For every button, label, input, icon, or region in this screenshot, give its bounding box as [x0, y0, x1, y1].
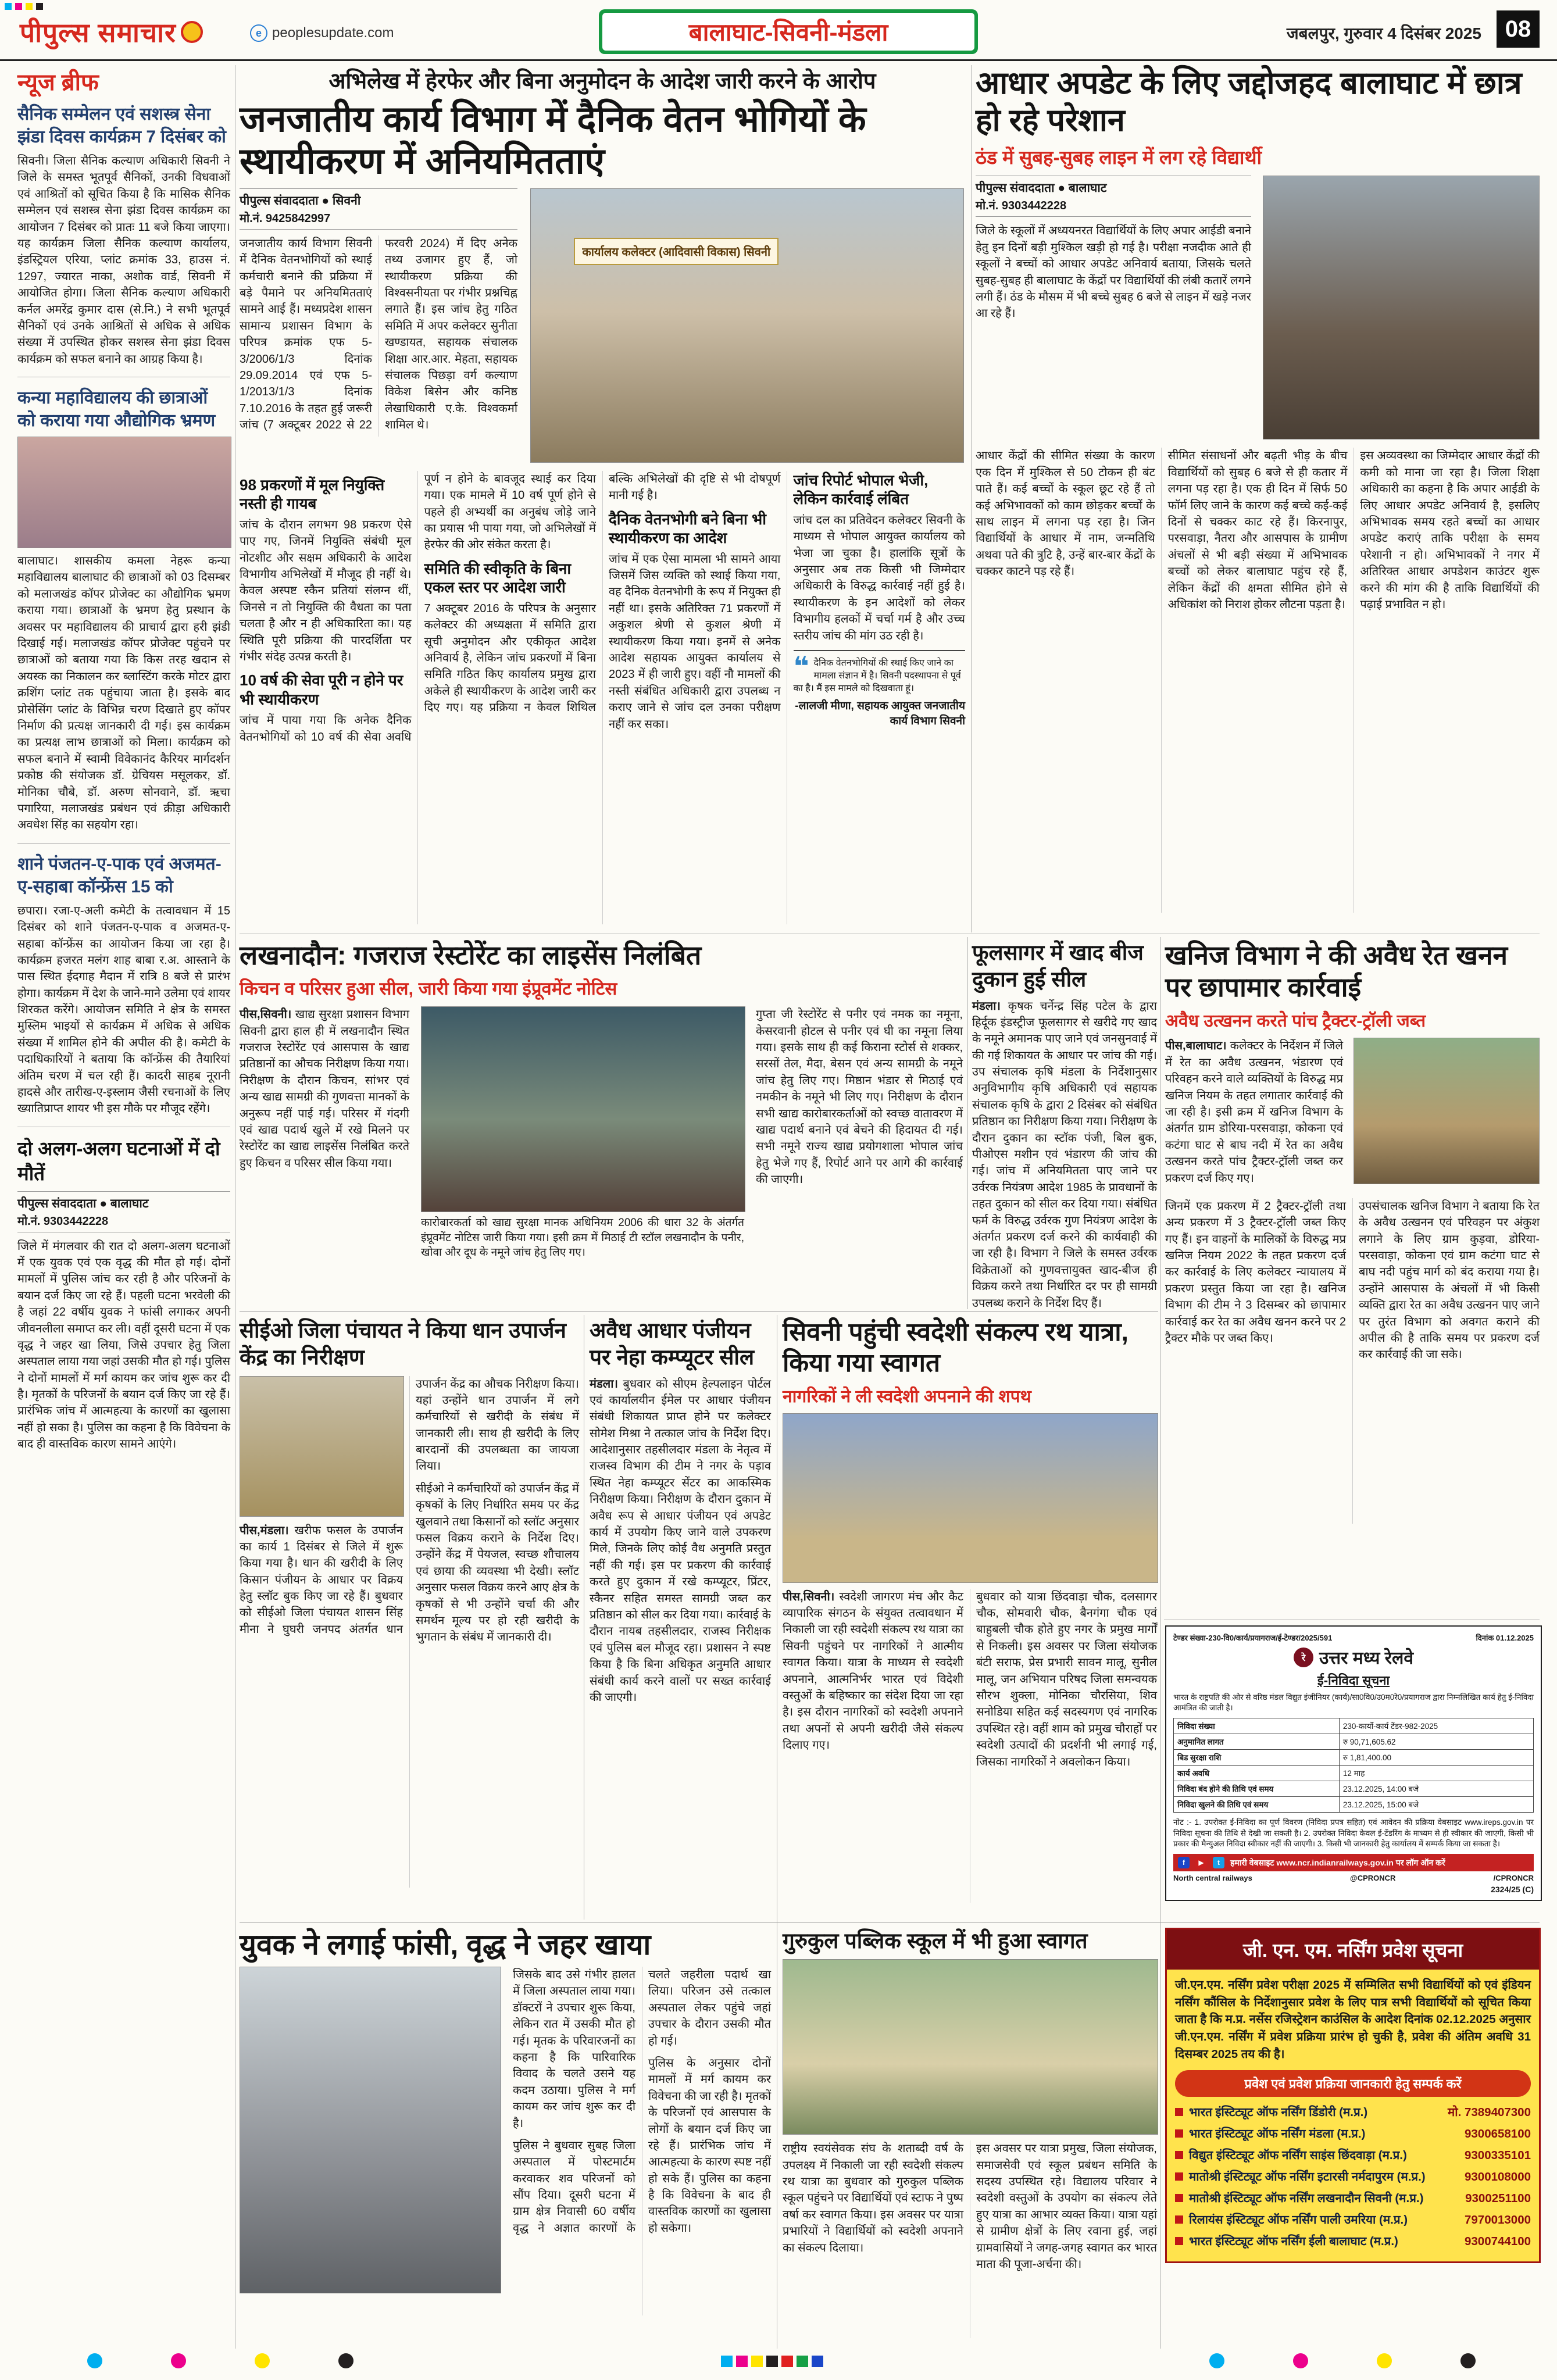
bullet-icon	[1175, 2194, 1183, 2202]
aadhaar-subhead: ठंड में सुबह-सुबह लाइन में लग रहे विद्यार्थी	[976, 146, 1262, 169]
aadhaar-body-columns	[976, 448, 1540, 913]
office-signboard: कार्यालय कलेक्टर (आदिवासी विकास) सिवनी	[574, 238, 779, 265]
mining-col1	[1165, 1038, 1343, 1192]
black-mark	[766, 2356, 778, 2367]
registration-marks-bottom-left	[87, 2353, 422, 2371]
photo-restaurant-inspection	[421, 1006, 745, 1212]
paragraph: बुधवार को यात्रा छिंदवाड़ा चौक, दलसागर चौक, सोमवारी चौक, बैनगंगा चौक एवं बाहुबली चौक होते हुए नगर के प्रमुख मार्गों से निकली। इस अवसर पर जिला संयोजक बंटी सराफ, प्रेस प्रभारी सावन मालू, सुनील मालू, जन अभियान परिषद जिला समन्वयक सौरभ शुक्ला, मोनिका चौरसिया, शिव सनोडिया सहित कई सदस्यगण एवं नागरिक उपस्थित रहे। वहीं शाम को प्रमुख चौराहों पर स्वदेशी उत्पादों की प्रदर्शनी भी लगाई गई, जिसका नागरिकों ने अवलोकन किया।	[976, 1590, 1157, 1768]
magenta-mark	[15, 3, 22, 10]
railway-org-row	[1173, 1645, 1534, 1669]
institute-item	[1175, 2233, 1531, 2249]
railway-tender-ad	[1165, 1625, 1542, 1901]
lead-intro: जनजातीय कार्य विभाग सिवनी में दैनिक वेतनभोगियों को स्थाई कर्मचारी बनाने की प्रक्रिया में बड़े पैमाने पर अनियमितताएं सामने आई हैं। मध्यप्रदेश शासन सामान्य प्रशासन विभाग के परिपत्र क्रमांक एफ 5-3/2006/1/3 दिनांक 29.09.2014 एवं एफ 5-1/2013/1/3 दिनांक 7.10.2016 के तहत हुई जरूरी जांच (7 अक्टूबर 2022 से 22 फरवरी 2024) में दिए अनेक तथ्य उजागर हुए हैं, जो स्थायीकरण प्रक्रिया की विश्वसनीयता पर गंभीर प्रश्नचिह्न लगाते हैं। इस जांच हेतु गठित समिति में अपर कलेक्टर सुनीता खण्डायत, सहायक संचालक शिक्षा आर.आर. मेहता, सहायक संचालक पिछड़ा वर्ग कल्याण विकेश बिसेन और कनिष्ठ लेखाधिकारी ए.के. विश्वकर्मा शामिल थे।	[240, 237, 517, 432]
bullet-icon	[1175, 2108, 1183, 2116]
bullet-icon	[1175, 2151, 1183, 2159]
black-mark	[338, 2353, 353, 2368]
region-banner	[599, 9, 978, 54]
e-icon: e	[250, 24, 267, 42]
column-rule	[1160, 937, 1161, 2349]
paragraph: सीईओ ने कर्मचारियों को उपार्जन केंद्र में कृषकों के लिए निर्धारित समय पर केंद्र खुलवाने तथा किसानों को स्लॉट अनुसार फसल विक्रय कराने के निर्देश दिए। उन्होंने केंद्र में पेयजल, स्वच्छ शौचालय एवं छाया की व्यवस्था भी देखी। स्लॉट अनुसार फसल विक्रय करने आए क्षेत्र के कृषकों से भी उन्होंने चर्चा की और समर्थन मूल्य पर हो रही खरीदी के भुगतान के संबंध में जानकारी दी।	[416, 1482, 579, 1644]
dateline: मंडला।	[590, 1377, 618, 1391]
paragraph: जांच में पाया गया कि अनेक दैनिक वेतनभोगियों को 10 वर्ष की सेवा अवधि पूर्ण न होने के बावजूद स्थाई कर दिया गया। एक मामले में 10 वर्ष पूर्ण होने से पहले ही अभ्यर्थी का अनुबंध जोड़े जाने का प्रयास भी पाया गया, जो अभिलेखों में हेरफेर की ओर संकेत करता है।	[240, 472, 596, 744]
photo-college-tour	[17, 437, 231, 548]
quote-icon: ❝	[793, 651, 809, 681]
masthead-logo	[20, 14, 203, 50]
institute-name: रिलायंस इंस्टिट्यूट ऑफ नर्सिंग पाली उमरिया (म.प्र.)	[1189, 2213, 1408, 2227]
bullet-icon	[1175, 2215, 1183, 2224]
swadeshi-subhead: नागरिकों ने ली स्वदेशी अपनाने की शपथ	[783, 1386, 1031, 1406]
column-rule	[967, 937, 968, 1309]
byline-text: पीपुल्स संवाददाता ● बालाघाट	[17, 1196, 149, 1210]
tender-label: निविदा संख्या	[1174, 1718, 1340, 1734]
paragraph-text: कलेक्टर के निर्देशन में जिले में रेत का अवैध उत्खनन, भंडारण एवं परिवहन करने वाले व्यक्तियों के विरुद्ध मप्र खनिज नियम के तहत लगातार कार्रवाई की जा रही है। इसी क्रम में खनिज विभाग के अंतर्गत ग्राम डोरिया-परसवाड़ा, कोकना एवं कटंगा घाट से बाघ नदी में रेत का अवैध उत्खनन करते पांच ट्रैक्टर-ट्रॉली जब्त कर प्रकरण दर्ज किए गए।	[1165, 1039, 1344, 1185]
website-line	[250, 24, 394, 42]
institute-item	[1175, 2125, 1531, 2142]
byline-text: पीपुल्स संवाददाता ● बालाघाट	[976, 181, 1107, 195]
aadhaar-headline: आधार अपडेट के लिए जद्दोजहद बालाघाट में छात्र हो रहे परेशान	[976, 66, 1522, 138]
quote-attribution: -लालजी मीणा, सहायक आयुक्त जनजातीय कार्य विभाग सिवनी	[795, 699, 965, 727]
registration-marks-top	[5, 2, 47, 13]
bullet-icon	[1175, 2237, 1183, 2245]
institute-phone: 9300108000	[1464, 2170, 1531, 2184]
paragraph	[240, 1006, 409, 1171]
paragraph: 7 अक्टूबर 2016 के परिपत्र के अनुसार कलेक्टर की अध्यक्षता में समिति द्वारा सूची अनुमोदन और एकीकृत आदेश अनिवार्य है, लेकिन जांच प्रकरणों में बिना समिति गठित किए कार्यालय प्रमुख द्वारा अकेले ही स्थायीकरण के आदेश जारी कर दिए गए। यह प्रक्रिया न केवल शिथिल बल्कि अभिलेखों की दृष्टि से भी दोषपूर्ण मानी गई है।	[424, 472, 781, 714]
paragraph	[1165, 1038, 1343, 1187]
neha-headline: अवैध आधार पंजीयन पर नेहा कम्प्यूटर सील	[590, 1318, 755, 1370]
lead-headline: जनजातीय कार्य विभाग में दैनिक वेतन भोगियों के स्थायीकरण में अनियमितताएं	[240, 99, 866, 181]
byline	[976, 176, 1251, 217]
paragraph: जांच में एक ऐसा मामला भी सामने आया जिसमें जिस व्यक्ति को स्थाई किया गया, वह दैनिक वेतनभोगी के रूप में नियुक्त ही नहीं था। इसके अतिरिक्त 71 प्रकरणों में अकुशल श्रेणी से कुशल श्रेणी में स्थायीकरण किया गया। इनमें से अनेक आदेश सहायक आयुक्त कार्यालय से 2023 में ही जारी हुए। वहीं नौ मामलों की नस्ती संबंधित अधिकारी द्वारा उपलब्ध न कराए जाने से जांच दल उनका परीक्षण नहीं कर सका।	[609, 552, 781, 731]
gurukul-article	[783, 1928, 1157, 2338]
byline	[17, 1191, 230, 1232]
facebook-icon[interactable]: f	[1178, 1857, 1190, 1868]
byline-phone: मो.नं. 9303442228	[17, 1214, 109, 1228]
restaurant-photo-block	[421, 1006, 744, 1260]
suicide-body-columns	[513, 1967, 771, 2315]
tender-label: कार्य अवधि	[1174, 1766, 1340, 1781]
aadhaar-intro-block	[976, 176, 1251, 439]
lead-intro-block	[240, 188, 517, 463]
paragraph	[590, 1376, 771, 1706]
lead-body-columns	[240, 471, 965, 924]
photo-seized-tractors	[1354, 1038, 1540, 1184]
yellow-mark	[1377, 2353, 1392, 2368]
swadeshi-body-columns	[783, 1589, 1157, 1903]
brief-body: छपारा। रजा-ए-अली कमेटी के तत्वावधान में 15 दिसंबर को शाने पंजतन-ए-पाक व अजमत-ए-सहाबा कॉन्फ्रेंस का आयोजन किया जा रहा है। कार्यक्रम हजरत मलंग शाह बाबा र.अ. आस्ताने के पास स्थित ईदगाह मैदान में रात्रि 8 बजे से प्रारंभ होगा। कार्यक्रम में देश के जाने-माने उलेमा एवं शायर शिरकत करेंगे। आयोजन समिति ने क्षेत्र के समस्त मुस्लिम भाइयों से कार्यक्रम में अधिक से अधिक संख्या में शामिल होने की अपील की है। कमेटी के पदाधिकारियों ने बताया कि कॉन्फ्रेंस की तैयारियां अंतिम चरण में चल रही हैं। कादरी साहब नूरानी हादसे और तारीख-ए-इस्लाम जैसी रचनाओं के लिए ख्यातिप्राप्त शायर भी इस मौके पर मौजूद रहेंगे।	[17, 904, 230, 1116]
paragraph: राष्ट्रीय स्वयंसेवक संघ के शताब्दी वर्ष के उपलक्ष्य में निकाली जा रही स्वदेशी संकल्प रथ यात्रा का बुधवार को गुरुकुल पब्लिक स्कूल पहुंचने पर विद्यार्थियों एवं स्टाफ ने पुष्प वर्षा कर स्वागत किया। इस अवसर पर यात्रा प्रभारियों ने विद्यार्थियों को स्वदेशी अपनाने का संकल्प दिलाया।	[783, 2142, 963, 2254]
brief-headline: शाने पंजतन-ए-पाक एवं अजमत-ए-सहाबा कॉन्फ्रेंस 15 को	[17, 854, 222, 896]
swadeshi-headline: सिवनी पहुंची स्वदेशी संकल्प रथ यात्रा, किया गया स्वागत	[783, 1318, 1129, 1377]
brief-headline: सैनिक सम्मेलन एवं सशस्त्र सेना झंडा दिवस कार्यक्रम 7 दिसंबर को	[17, 105, 226, 146]
institute-item	[1175, 2168, 1531, 2185]
mining-row	[1165, 1038, 1540, 1192]
column-rule	[971, 65, 972, 932]
tender-subtitle: ई-निविदा सूचना	[1317, 1673, 1390, 1688]
brief-body: जिले में मंगलवार की रात दो अलग-अलग घटनाओं में एक युवक एवं एक वृद्ध की मौत हो गई। दोनों मामलों में पुलिस जांच कर रही है और परिजनों के बयान दर्ज किए जा रहे हैं। पहली घटना भरवेली की है जहां 22 वर्षीय युवक ने फांसी लगाकर अपनी जीवनलीला समाप्त कर ली। वहीं दूसरी घटना में एक वृद्ध ने जहर खा लिया, जिसे उपचार हेतु जिला अस्पताल लाया गया जहां उसकी मौत हो गई। पुलिस ने दोनों मामलों में मर्ग कायम कर जांच शुरू कर दी है। मृतकों के परिजनों के बयान दर्ज किए जा रहे हैं। प्रारंभिक जांच में आत्महत्या के कारणों का खुलासा नहीं हो सका है। पुलिस का कहना है कि विवेचना के बाद ही वास्तविक कारण सामने आएंगे।	[17, 1239, 230, 1451]
seed-article	[972, 939, 1157, 1317]
masthead-text-left: पीपुल्स समाचार	[20, 17, 176, 48]
institute-phone: 9300658100	[1464, 2127, 1531, 2140]
masthead-emblem-icon	[181, 21, 203, 43]
tender-ref-row	[1173, 1632, 1534, 1643]
tender-row	[1174, 1750, 1533, 1766]
paragraph: इस अवसर पर यात्रा प्रमुख, जिला संयोजक, समाजसेवी एवं स्कूल प्रबंधन समिति के सदस्य उपस्थित रहे। विद्यालय परिवार ने स्वदेशी वस्तुओं के उपयोग का संकल्प लेते हुए यात्रा का आभार व्यक्त किया। यात्रा यहां से ग्रामीण क्षेत्रों के लिए रवाना हुई, जहां ग्रामवासियों ने जगह-जगह स्वागत कर भारत माता की पूजा-अर्चना की।	[976, 2142, 1157, 2271]
red-mark	[781, 2356, 793, 2367]
tender-value: 12 माह	[1342, 1769, 1365, 1778]
subhead: 98 प्रकरणों में मूल नियुक्ति नस्ती ही गायब	[240, 476, 385, 513]
institute-name: विद्युत इंस्टिट्यूट ऑफ नर्सिंग साइंस छिंदवाड़ा (म.प्र.)	[1189, 2148, 1407, 2162]
official-quote	[794, 650, 966, 728]
ad-serial: 2324/25 (C)	[1491, 1885, 1534, 1895]
tender-value: रु 1,81,400.00	[1342, 1753, 1392, 1763]
byline-phone: मो.नं. 9303442228	[976, 199, 1067, 213]
bullet-icon	[1175, 2172, 1183, 2181]
region-banner-text: बालाघाट-सिवनी-मंडला	[602, 13, 974, 51]
paragraph: जिले के स्कूलों में अध्ययनरत विद्यार्थियों के लिए अपार आईडी बनाने हेतु इन दिनों बड़ी मुश्किल खड़ी हो गई है। परीक्षा नजदीक आते ही स्कूलों ने बच्चों को आधार अपडेट अनिवार्य बताया, जिसके चलते सुबह-सुबह ही बालाघाट के केंद्रों पर विद्यार्थियों की लंबी कतारें लगने लगी हैं। ठंड के मौसम में भी बच्चे सुबह 6 बजे से लाइन में खड़े नजर आ रहे हैं।	[976, 224, 1251, 320]
suicide-headline: युवक ने लगाई फांसी, वृद्ध ने जहर खाया	[240, 1928, 651, 1961]
tender-intro: भारत के राष्ट्रपति की ओर से वरिष्ठ मंडल विद्युत इंजीनियर (कार्य)/सा0वि0/उ0म0रे0/प्रयागराज द्वारा निम्नलिखित कार्य हेतु ई-निविदा आमंत्रित की जाती है।	[1173, 1693, 1534, 1713]
ceo-body-columns	[240, 1376, 579, 1888]
paragraph-text: बुधवार को सीएम हेल्पलाइन पोर्टल एवं कार्यालयीन ईमेल पर आधार पंजीयन संबंधी शिकायत प्राप्त होने पर कलेक्टर सोमेश मिश्रा ने तत्काल जांच के निर्देश दिए। आदेशानुसार तहसीलदार मंडला के नेतृत्व में राजस्व विभाग की टीम ने नगर के पड़ाव स्थित नेहा कम्प्यूटर सेंटर का आकस्मिक निरीक्षण किया। निरीक्षण के दौरान दुकान में अवैध रूप से आधार पंजीयन एवं अपडेट कार्य में उपयोग किए जाने वाले उपकरण मिले, जिनके लिए कोई वैध अनुमति प्रस्तुत नहीं की गई। इस पर प्रकरण की कार्रवाई करते हुए दुकान में रखे कम्प्यूटर, प्रिंटर, स्कैनर सहित समस्त सामग्री जब्त कर प्रतिष्ठान को सील कर दिया गया। कार्रवाई के दौरान नायब तहसीलदार, राजस्व निरीक्षक एवं पुलिस बल मौजूद रहा। प्रशासन ने स्पष्ट किया है कि बिना अधिकृत अनुमति आधार संबंधी कार्य करने वालों पर सख्त कार्रवाई की जाएगी।	[590, 1377, 771, 1704]
tender-value: रु 90,71,605.62	[1342, 1738, 1396, 1747]
photo-ambulance-scene	[240, 1967, 501, 2293]
nursing-ad-title: जी. एन. एम. नर्सिंग प्रवेश सूचना	[1167, 1929, 1539, 1970]
social-fb-handle: /CPRONCR	[1493, 1874, 1534, 1883]
paragraph: जांच दल का प्रतिवेदन कलेक्टर सिवनी के माध्यम से भोपाल आयुक्त कार्यालय को भेजा जा चुका है। हालांकि सूत्रों के अनुसार अब तक किसी भी जिम्मेदार अधिकारी के विरुद्ध कार्रवाई नहीं हुई है। स्थायीकरण के इन आदेशों को लेकर विभागीय हलकों में चर्चा गर्म है और उच्च स्तरीय जांच की मांग उठ रही है।	[793, 513, 965, 642]
tender-row	[1174, 1797, 1533, 1812]
ceo-article	[240, 1317, 579, 1888]
institute-item	[1175, 2147, 1531, 2163]
byline	[240, 188, 517, 230]
subhead: समिति की स्वीकृति के बिना एकल स्तर पर आदेश जारी	[424, 559, 572, 596]
paragraph: पुलिस के अनुसार दोनों मामलों में मर्ग कायम कर विवेचना की जा रही है। मृतकों के परिजनों एवं आसपास के लोगों के बयान दर्ज किए जा रहे हैं। प्रारंभिक जांच में आत्महत्या के कारण स्पष्ट नहीं हो सके हैं। पुलिस का कहना है कि विवेचना के बाद ही वास्तविक कारणों का खुलासा हो सकेगा।	[648, 2056, 771, 2235]
nursing-ad	[1165, 1928, 1541, 2263]
dateline: पीस,मंडला।	[240, 1524, 289, 1537]
kicker: अभिलेख में हेरफेर और बिना अनुमोदन के आदेश जारी करने के आरोप	[328, 69, 876, 94]
restaurant-row	[240, 1006, 963, 1260]
paragraph-text: खरीफ फसल के उपार्जन का कार्य 1 दिसंबर से जिले में शुरू किया गया है। धान की खरीदी के लिए किसान पंजीयन के आधार पर विक्रय हेतु स्लॉट बुक किए जा रहे हैं। बुधवार को सीईओ जिला पंचायत शासन सिंह मीना ने घुघरी जनपद अंतर्गत धान उपार्जन केंद्र का औचक निरीक्षण किया। यहां उन्होंने धान उपार्जन में लगे कर्मचारियों से खरीदी के संबंध में जानकारी ली। साथ ही खरीदी के लिए बारदानों की उपलब्धता का जायजा लिया।	[240, 1377, 579, 1636]
nursing-ad-body	[1167, 1970, 1539, 2261]
paragraph	[783, 1589, 963, 1754]
magenta-mark	[171, 2353, 186, 2368]
tender-value: 230-कार्यो-कार्य टेंडर-982-2025	[1342, 1722, 1438, 1731]
swadeshi-article	[783, 1317, 1157, 1903]
institute-phone: 9300744100	[1464, 2234, 1531, 2248]
railway-social-row	[1173, 1874, 1534, 1882]
brief-item	[17, 1137, 230, 1453]
institute-list	[1175, 2104, 1531, 2249]
institute-item	[1175, 2211, 1531, 2228]
mining-article	[1165, 939, 1540, 1524]
brief-item	[17, 387, 230, 834]
brief-body: बालाघाट। शासकीय कमला नेहरू कन्या महाविद्यालय बालाघाट की छात्राओं को 03 दिसम्बर को मलाजखंड कॉपर प्रोजेक्ट का औद्योगिक भ्रमण कराया गया। छात्राओं के भ्रमण हेतु प्रस्थान के अवसर पर महाविद्यालय की प्राचार्य द्वारा हरी झंडी दिखाई गई। मलाजखंड कॉपर प्रोजेक्ट पहुंचने पर छात्राओं को बताया गया कि किस तरह खदान से अयस्क का निकालन कर ब्लास्टिंग करके मोटर द्वारा क्रशिंग प्लांट तक पहुंचाया जाता है। इसके बाद प्रोसेसिंग प्लांट के विभिन्न चरण दिखाते हुए कॉपर निर्माण की प्रत्यक्ष जानकारी दी गई। इस कार्यक्रम का प्रत्यक्ष लाभ छात्राओं को मिला। कार्यक्रम को सफल बनाने में स्वामी विवेकानंद कैरियर मार्गदर्शन प्रकोष्ठ की संयोजक डॉ. ग्रेचियस मसूलकर, डॉ. मोनिका चौबे, डॉ. अरुण सोनवाने, डॉ. ऋचा पगारिया, मलाजखंड प्रबंधन एवं क्रीड़ा अधिकारी अवधेश सिंह का सहयोग रहा।	[17, 555, 230, 832]
paragraph: गुप्ता जी रेस्टोरेंट से पनीर एवं नमक का नमूना, केसरवानी होटल से पनीर एवं घी का नमूना लिया गया। इसके साथ ही कई किराना स्टोर्स से शक्कर, सरसों तेल, मैदा, बेसन एवं अन्य सामग्री के नमूने जांच हेतु लिए गए। मिष्ठान भंडार से मिठाई एवं नमकीन के नमूने भी लिए गए। निरीक्षण के दौरान सभी खाद्य कारोबारकर्ताओं को स्वच्छ वातावरण में खाद्य पदार्थ बनाने एवं बेचने की हिदायत दी गई। सभी नमूने राज्य खाद्य प्रयोगशाला भोपाल जांच हेतु भेजे गए हैं, रिपोर्ट आने पर आगे की कार्रवाई की जाएगी।	[756, 1008, 963, 1187]
photo-school-welcome	[783, 1959, 1158, 2135]
lead-top-row	[240, 188, 965, 463]
suicide-article	[240, 1928, 771, 2315]
photo-collector-office	[530, 188, 964, 463]
institute-name: मातोश्री इंस्टिट्यूट ऑफ नर्सिंग इटारसी नर्मदापुरम (म.प्र.)	[1189, 2170, 1426, 2184]
quote-text: दैनिक वेतनभोगियों की स्थाई किए जाने का मामला संज्ञान में है। सिवनी पदस्थापना से पूर्व का है। मैं इस मामले को दिखवाता हूं।	[793, 657, 961, 694]
institute-item	[1175, 2190, 1531, 2206]
institute-phone: 9300335101	[1464, 2148, 1531, 2162]
bullet-icon	[1175, 2129, 1183, 2138]
dateline: मंडला।	[972, 999, 1001, 1013]
nursing-ad-intro: जी.एन.एम. नर्सिंग प्रवेश परीक्षा 2025 में सम्मिलित सभी विद्यार्थियों को एवं इंडियन नर्सिंग कौंसिल के निर्देशानुसार प्रवेश के लिए पात्र सभी विद्यार्थियों को सूचित किया जाता है कि म.प्र. नर्सेस रजिस्ट्रेशन काउंसिल के आदेश दिनांक 02.12.2025 अनुसार जी.एन.एम. नर्सिंग में प्रवेश प्रक्रिया प्रारंभ हो चुकी है, प्रवेश की अंतिम अवधि 31 दिसम्बर 2025 तय की है।	[1175, 1978, 1531, 2061]
tender-row	[1174, 1718, 1533, 1734]
suicide-row	[240, 1967, 771, 2315]
institute-name: मातोश्री इंस्टिट्यूट ऑफ नर्सिंग लखनादौन सिवनी (म.प्र.)	[1189, 2191, 1424, 2205]
institute-name: भारत इंस्टिट्यूट ऑफ नर्सिंग मंडला (म.प्र.)	[1189, 2127, 1366, 2140]
yellow-mark	[26, 3, 33, 10]
dateline: पीस,सिवनी।	[240, 1008, 292, 1021]
tender-value: 23.12.2025, 14:00 बजे	[1342, 1785, 1419, 1794]
black-mark	[36, 3, 43, 10]
brief-body: सिवनी। जिला सैनिक कल्याण अधिकारी सिवनी ने जिले के समस्त भूतपूर्व सैनिकों, उनकी विधवाओं एवं आश्रितों को सूचित किया है कि मासिक सैनिक सम्मेलन एवं सशस्त्र सेना झंडा दिवस कार्यक्रम का आयोजन 7 दिसंबर को प्रातः 11 बजे किया जाएगा। यह कार्यक्रम जिला सैनिक कल्याण कार्यालय, इंडस्ट्रियल एरिया, प्लांट क्रमांक 33, हाउस नं. 1297, ज्यारत नाका, अशोक वार्ड, सिवनी में आयोजित होगा। जिला सैनिक कल्याण अधिकारी कर्नल अमरेंद्र कुमार दास (से.नि.) ने सभी भूतपूर्व सैनिकों एवं उनके आश्रितों से अधिक से अधिक संख्या में उपस्थित होकर सशस्त्र सेना झंडा दिवस कार्यक्रम को सफल बनाने का आग्रह किया है।	[17, 155, 230, 366]
yellow-mark	[751, 2356, 763, 2367]
mining-subhead: अवैध उत्खनन करते पांच ट्रैक्टर-ट्रॉली जब्त	[1165, 1012, 1426, 1031]
paragraph: सीमित संसाधनों और बढ़ती भीड़ के बीच विद्यार्थियों को सुबह 6 बजे से ही कतार में लगना पड़ रहा है। एक ही दिन में सिर्फ 50 फॉर्म लिए जाने के कारण कई बच्चे कई-कई दिनों से चक्कर काट रहे हैं। किरनापुर, परसवाड़ा, नैतरा और आसपास के ग्रामीण अंचलों से भी बड़ी संख्या में अभिभावक बच्चों को लेकर बालाघाट पहुंच रहे हैं, लेकिन केंद्रों की क्षमता सीमित होने से अधिकांश को निराश होकर लौटना पड़ता है।	[1167, 449, 1348, 611]
subhead: दैनिक वेतनभोगी बने बिना भी स्थायीकरण का आदेश	[609, 510, 766, 547]
tender-ref: टेण्डर संख्या-230-वि0/कार्य/प्रयागराज/ई-टेण्डर/2025/591	[1173, 1634, 1333, 1642]
photo-student-queue	[1263, 176, 1540, 439]
cyan-mark	[721, 2356, 733, 2367]
tender-date: दिनांक 01.12.2025	[1476, 1634, 1534, 1642]
railway-org-name: उत्तर मध्य रेलवे	[1319, 1649, 1414, 1668]
tender-label: बिड सुरक्षा राशि	[1174, 1750, 1340, 1765]
tender-label: अनुमानित लागत	[1174, 1734, 1340, 1749]
social-twitter-handle: @CPRONCR	[1350, 1874, 1396, 1883]
restaurant-subhead: किचन व परिसर हुआ सील, जारी किया गया इंप्रूवमेंट नोटिस	[240, 978, 617, 999]
paragraph-text: खाद्य सुरक्षा प्रशासन विभाग सिवनी द्वारा हाल ही में लखनादौन स्थित गजराज रेस्टोरेंट एवं आसपास के खाद्य प्रतिष्ठानों का औचक निरीक्षण किया गया। निरीक्षण के दौरान किचन, सांभर एवं अन्य खाद्य सामग्री की गुणवत्ता मानकों के अनुरूप नहीं पाई गई। परिसर में गंदगी एवं खाद्य पदार्थ खुले में रखे मिलने पर रेस्टोरेंट का खाद्य लाइसेंस निलंबित करते हुए किचन व परिसर सील किया गया।	[240, 1008, 409, 1170]
aadhaar-top-row	[976, 176, 1540, 439]
registration-marks-bottom-right	[1209, 2353, 1544, 2371]
news-brief-column	[17, 65, 230, 1459]
institute-phone: मो. 7389407300	[1448, 2105, 1531, 2119]
edition-dateline: जबलपुर, गुरुवार 4 दिसंबर 2025	[1286, 24, 1481, 42]
news-brief-title: न्यूज ब्रीफ	[17, 70, 99, 95]
paragraph: इस अव्यवस्था का जिम्मेदार आधार केंद्रों की कमी को माना जा रहा है। जिला शिक्षा अधिकारी का कहना है कि अपार आईडी के लिए आधार अपडेट अनिवार्य है, इसलिए अभिभावक समय रहते बच्चों का आधार अपडेट कराएं ताकि परीक्षा के समय परेशानी न हो। अभिभावकों ने नगर में अतिरिक्त आधार अपडेशन काउंटर शुरू करने की मांग की है ताकि विद्यार्थियों की पढ़ाई प्रभावित न हो।	[1360, 449, 1540, 611]
social-youtube-handle: North central railways	[1173, 1874, 1252, 1883]
brief-headline: दो अलग-अलग घटनाओं में दो मौतें	[17, 1137, 220, 1184]
restaurant-col1	[240, 1006, 409, 1260]
restaurant-article	[240, 939, 963, 1260]
paragraph: आधार केंद्रों की सीमित संख्या के कारण एक दिन में मुश्किल से 50 टोकन ही बंट पाते हैं। कई बच्चों के स्कूल छूट रहे हैं तो कई अभिभावकों को काम छोड़कर बच्चों के साथ लाइन में लगना पड़ रहा है। जिन विद्यार्थियों के आधार में नाम, जन्मतिथि अथवा पते की त्रुटि है, उन्हें बार-बार केंद्रों के चक्कर काटने पड़ रहे हैं।	[976, 449, 1155, 578]
neha-article	[590, 1317, 771, 1711]
institute-phone: 9300251100	[1465, 2191, 1531, 2205]
seed-headline: फूलसागर में खाद बीज दुकान हुई सील	[972, 941, 1144, 992]
institute-phone: 7970013000	[1464, 2213, 1531, 2227]
cyan-mark	[1209, 2353, 1224, 2368]
youtube-icon[interactable]: ▶	[1195, 1857, 1207, 1868]
twitter-icon[interactable]: t	[1213, 1857, 1224, 1868]
institute-name: भारत इंस्टिट्यूट ऑफ नर्सिंग ईली बालाघाट (म.प्र.)	[1189, 2234, 1398, 2248]
tender-label: निविदा खुलने की तिथि एवं समय	[1174, 1797, 1340, 1812]
page-number: 08	[1497, 10, 1540, 48]
registration-marks-bottom-center	[721, 2356, 827, 2370]
tender-note: नोट :- 1. उपरोक्त ई-निविदा का पूर्ण विवरण (निविदा प्रपत्र सहित) एवं आवेदन की प्रक्रिया वेबसाइट www.ireps.gov.in पर निविदा सूचना की तिथि से देखी जा सकती है। 2. उपरोक्त निविदा केवल ई-टेंडरिंग के माध्यम से ही स्वीकार की जाएगी, किसी भी प्रकार की मैन्युअल निविदा स्वीकार नहीं की जाएगी। 3. किसी भी जानकारी हेतु कार्यालय में सम्पर्क किया जा सकता है।	[1173, 1818, 1534, 1848]
tender-row	[1174, 1734, 1533, 1750]
tender-label: निविदा बंद होने की तिथि एवं समय	[1174, 1781, 1340, 1796]
institute-item	[1175, 2104, 1531, 2120]
tender-row	[1174, 1766, 1533, 1781]
byline-text: पीपुल्स संवाददाता ● सिवनी	[240, 194, 361, 208]
railway-footer-bar	[1173, 1854, 1534, 1871]
ceo-headline: सीईओ जिला पंचायत ने किया धान उपार्जन केंद्र का निरीक्षण	[240, 1318, 566, 1370]
restaurant-headline: लखनादौन: गजराज रेस्टोरेंट का लाइसेंस निलंबित	[240, 940, 702, 970]
divider	[17, 843, 230, 844]
railway-logo-icon: रे	[1294, 1648, 1313, 1667]
dateline: पीस,सिवनी।	[783, 1590, 835, 1603]
tender-table	[1173, 1718, 1534, 1813]
black-mark	[1460, 2353, 1476, 2368]
railway-footer-text[interactable]: हमारी वेबसाइट www.ncr.indianrailways.gov.in पर लॉग ऑन करें	[1230, 1857, 1445, 1867]
paragraph-text: स्वदेशी जागरण मंच और कैट व्यापारिक संगठन के संयुक्त तत्वावधान में निकाली जा रही स्वदेशी संकल्प रथ यात्रा का सिवनी पहुंचने पर नागरिकों ने आत्मीय स्वागत किया। यात्रा के माध्यम से स्वदेशी अपनाने, आत्मनिर्भर भारत एवं विदेशी वस्तुओं के बहिष्कार का संदेश दिया जा रहा है। इस दौरान नागरिकों को स्वदेशी अपनाने तथा अपनों से अपनी खरीदी जैसे संकल्प दिलाए गए।	[783, 1590, 964, 1752]
blue-mark	[812, 2356, 823, 2367]
restaurant-col3	[756, 1006, 963, 1260]
mining-body-columns	[1165, 1198, 1540, 1524]
gurukul-body-columns	[783, 2140, 1157, 2338]
paragraph: जांच के दौरान लगभग 98 प्रकरण ऐसे पाए गए, जिनमें नियुक्ति संबंधी मूल नोटशीट और सक्षम अधिकारी के आदेश विभागीय अभिलेखों में मौजूद ही नहीं थे। केवल अस्पष्ट स्कैन प्रतियां संलग्न थीं, जिनसे न तो नियुक्ति की वैधता का पता चलता है और न ही अधिकारिता का। यह स्थिति पूरी प्रक्रिया की पारदर्शिता पर गंभीर संदेह उत्पन्न करती है।	[240, 518, 412, 663]
paragraph-text: कृषक चर्नेन्द्र सिंह पटेल के द्वारा हिर्दूक इंडस्ट्रीज फूलसागर से खरीदे गए खाद के नमूने अमानक पाए जाने एवं जनसुनवाई में की गई शिकायत के आधार पर जांच की गई। उप संचालक कृषि मंडला के निर्देशानुसार अनुविभागीय कृषि अधिकारी एवं सहायक संचालक कृषि के द्वारा 2 दिसंबर को संबंधित प्रतिष्ठान का निरीक्षण किया गया। निरीक्षण के दौरान दुकान का स्टॉक पंजी, बिल बुक, पीओएस मशीन एवं भंडारण की जांच की गई। जांच में अनियमितता पाए जाने पर उर्वरक नियंत्रण आदेश 1985 के प्रावधानों के तहत दुकान को सील कर दिया गया। संबंधित फर्म के विरुद्ध उर्वरक गुण नियंत्रण आदेश के अंतर्गत प्रकरण दर्ज करने की कार्यवाही की जा रही है। विभाग ने जिले के समस्त उर्वरक विक्रेताओं को गुणवत्तायुक्त खाद-बीज ही विक्रय करने तथा निर्धारित दर पर ही सामग्री उपलब्ध कराने के निर्देश दिए हैं।	[972, 999, 1157, 1310]
byline-phone: मो.नं. 9425842997	[240, 212, 331, 225]
photo-caption: कारोबारकर्ता को खाद्य सुरक्षा मानक अधिनियम 2006 की धारा 32 के अंतर्गत इंप्रूवमेंट नोटिस जारी किया गया। इसी क्रम में मिठाई टी स्टॉल लखनादौन के पनीर, खोवा और दूध के नमूने जांच हेतु लिए गए।	[421, 1217, 744, 1259]
cyan-mark	[5, 3, 12, 10]
brief-item	[17, 853, 230, 1117]
paragraph: पुलिस ने बुधवार सुबह जिला अस्पताल में पोस्टमार्टम करवाकर शव परिजनों को सौंप दिया। दूसरी घटना में ग्राम क्षेत्र निवासी 60 वर्षीय वृद्ध ने अज्ञात कारणों के चलते जहरीला पदार्थ खा लिया। परिजन उसे तत्काल अस्पताल लेकर पहुंचे जहां उपचार के दौरान उसकी मौत हो गई।	[513, 1968, 771, 2235]
subhead: जांच रिपोर्ट भोपाल भेजी, लेकिन कार्रवाई लंबित	[793, 471, 929, 508]
aadhaar-article	[976, 65, 1540, 913]
paragraph: उपसंचालक खनिज विभाग ने बताया कि रेत के अवैध उत्खनन एवं परिवहन पर अंकुश लगाने के लिए ग्राम कुड़वा, डोरिया-परसवाड़ा, कोकना एवं ग्राम कटंगा घाट से बाघ नदी पहुंच मार्ग को बंद कराया गया है। उन्होंने आसपास के अंचलों में भी किसी व्यक्ति द्वारा रेत का अवैध उत्खनन पाए जाने पर तुरंत विभाग को अवगत कराने की अपील की है ताकि समय पर प्रकरण दर्ज कर कार्रवाई की जा सके।	[1359, 1199, 1540, 1361]
photo-yatra-group	[783, 1413, 1158, 1583]
green-mark	[797, 2356, 808, 2367]
paragraph	[972, 998, 1157, 1311]
cyan-mark	[87, 2353, 102, 2368]
subhead: 10 वर्ष की सेवा पूरी न होने पर भी स्थायीकरण	[240, 671, 403, 708]
paragraph: जिनमें एक प्रकरण में 2 ट्रैक्टर-ट्रॉली तथा अन्य प्रकरण में 3 ट्रैक्टर-ट्रॉली जब्त किए गए हैं। इन वाहनों के मालिकों के विरुद्ध मप्र खनिज नियम 2022 के तहत प्रकरण दर्ज कर कार्रवाई के लिए कलेक्टर न्यायालय में प्रकरण प्रस्तुत किया जा रहा है। खनिज विभाग की टीम ने 3 दिसम्बर को छापामार कार्रवाई कर रेत का अवैध खनन करने पर 2 ट्रैक्टर मौके पर जब्त किए।	[1165, 1199, 1346, 1345]
dateline: पीस,बालाघाट।	[1165, 1039, 1227, 1053]
header-rule	[0, 59, 1557, 61]
photo-paddy-centre	[240, 1376, 404, 1517]
website-url[interactable]: peoplesupdate.com	[272, 25, 394, 41]
institute-name: भारत इंस्टिट्यूट ऑफ नर्सिंग डिंडोरी (म.प्र.)	[1189, 2105, 1368, 2119]
paragraph: जिसके बाद उसे गंभीर हालत में जिला अस्पताल लाया गया। डॉक्टरों ने उपचार शुरू किया, लेकिन रात में उसकी मौत हो गई। मृतक के परिवारजनों का कहना है कि पारिवारिक विवाद के चलते उसने यह कदम उठाया। पुलिस ने मर्ग कायम कर जांच शुरू कर दी है।	[513, 1968, 635, 2130]
yellow-mark	[255, 2353, 270, 2368]
magenta-mark	[1293, 2353, 1308, 2368]
tender-row	[1174, 1781, 1533, 1797]
brief-item	[17, 103, 230, 367]
nursing-contact-bar: प्रवेश एवं प्रवेश प्रक्रिया जानकारी हेतु सम्पर्क करें	[1175, 2070, 1531, 2097]
tender-value: 23.12.2025, 15:00 बजे	[1342, 1800, 1419, 1810]
gurukul-headline: गुरुकुल पब्लिक स्कूल में भी हुआ स्वागत	[783, 1929, 1088, 1953]
brief-headline: कन्या महाविद्यालय की छात्राओं को कराया गया औद्योगिक भ्रमण	[17, 388, 216, 431]
mining-headline: खनिज विभाग ने की अवैध रेत खनन पर छापामार कार्रवाई	[1165, 940, 1508, 1003]
lead-article	[240, 65, 965, 924]
magenta-mark	[736, 2356, 748, 2367]
